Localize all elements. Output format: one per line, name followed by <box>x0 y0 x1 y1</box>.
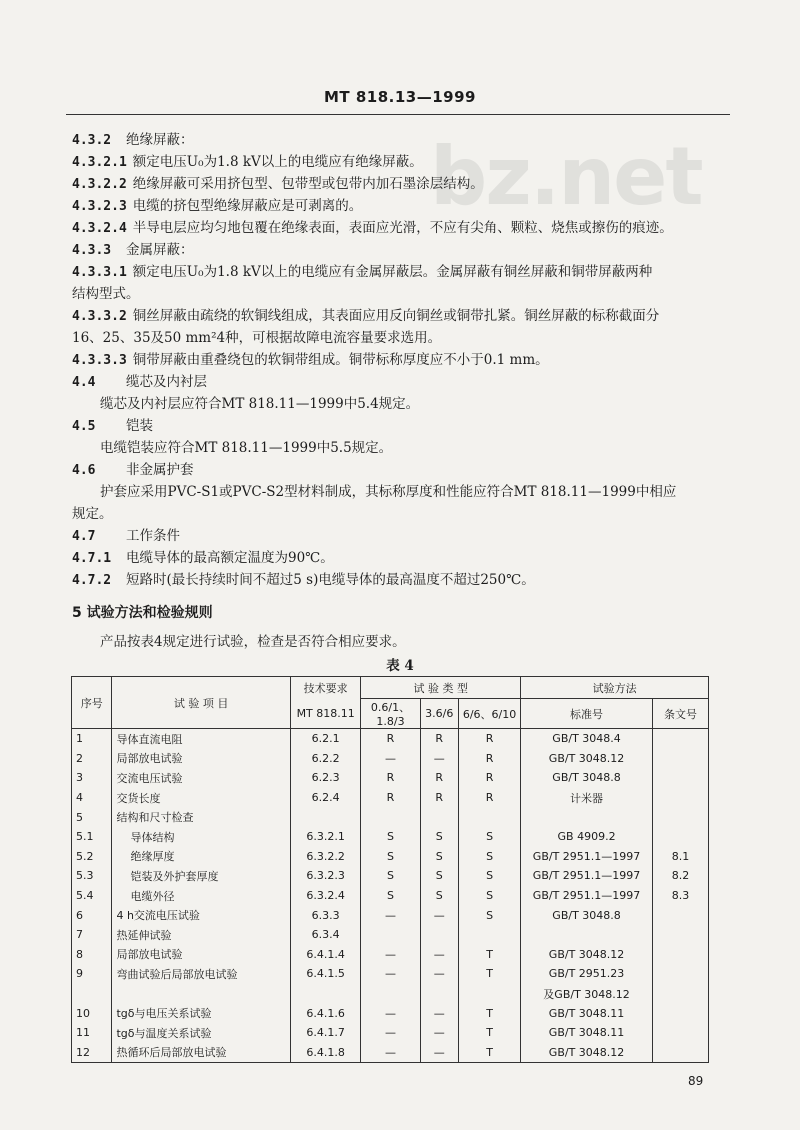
row-type-6-6: T <box>458 1043 520 1063</box>
row-number: 5.4 <box>72 886 112 906</box>
row-standard: GB/T 3048.4 <box>521 729 653 749</box>
clause-number: 4.4 <box>72 375 96 390</box>
row-standard: 及GB/T 3048.12 <box>521 984 653 1004</box>
header-no: 序号 <box>72 677 112 729</box>
clause-text: 绝缘屏蔽： <box>126 132 194 148</box>
row-number: 4 <box>72 788 112 808</box>
row-standard: GB/T 3048.11 <box>521 1023 653 1043</box>
clause-number: 4.3.2 <box>72 133 112 148</box>
row-type-6-6 <box>458 925 520 945</box>
clause-number: 4.7 <box>72 529 96 544</box>
row-type-3-6-6 <box>420 807 458 827</box>
row-type-0-6-1 <box>361 807 420 827</box>
row-type-3-6-6: R <box>420 768 458 788</box>
clause-number: 4.3.3.2 <box>72 309 127 324</box>
clause-4-3-2-1 <box>72 152 732 173</box>
row-item: 弯曲试验后局部放电试验 <box>112 964 290 984</box>
row-clause <box>652 1003 708 1023</box>
row-type-3-6-6: S <box>420 827 458 847</box>
table-row <box>72 984 709 1004</box>
row-clause <box>652 945 708 965</box>
row-standard: GB/T 3048.12 <box>521 749 653 769</box>
clause-text: 缆芯及内衬层 <box>126 374 207 390</box>
clause-4-7-1 <box>72 548 732 569</box>
table-row <box>72 945 709 965</box>
section-5-heading: 5 试验方法和检验规则 <box>72 605 213 621</box>
row-type-0-6-1: — <box>361 1023 420 1043</box>
row-standard: GB/T 3048.11 <box>521 1003 653 1023</box>
clause-text: 电缆导体的最高额定温度为90℃。 <box>126 550 334 566</box>
row-type-3-6-6: — <box>420 1023 458 1043</box>
row-type-0-6-1: — <box>361 1003 420 1023</box>
table-row <box>72 788 709 808</box>
row-type-3-6-6: R <box>420 729 458 749</box>
clause-number: 4.3.3.3 <box>72 353 127 368</box>
row-requirement: 6.4.1.5 <box>290 964 361 984</box>
row-clause <box>652 729 708 749</box>
clause-4-3-3-3 <box>72 350 732 371</box>
row-requirement: 6.3.2.3 <box>290 866 361 886</box>
row-type-6-6 <box>458 984 520 1004</box>
row-item: 4 h交流电压试验 <box>112 905 290 925</box>
row-type-0-6-1: — <box>361 945 420 965</box>
row-type-3-6-6: — <box>420 1003 458 1023</box>
row-type-0-6-1: S <box>361 886 420 906</box>
clause-4-6 <box>72 460 732 481</box>
row-standard: GB/T 3048.8 <box>521 768 653 788</box>
table-row <box>72 1023 709 1043</box>
clause-number: 4.3.2.2 <box>72 177 127 192</box>
table-row <box>72 1003 709 1023</box>
row-number: 7 <box>72 925 112 945</box>
header-clause: 条文号 <box>652 699 708 729</box>
row-type-3-6-6: S <box>420 886 458 906</box>
row-item: 铠装及外护套厚度 <box>112 866 290 886</box>
row-number: 2 <box>72 749 112 769</box>
row-clause: 8.3 <box>652 886 708 906</box>
table-row <box>72 1043 709 1063</box>
row-type-3-6-6: — <box>420 749 458 769</box>
row-type-6-6: T <box>458 1023 520 1043</box>
row-number: 6 <box>72 905 112 925</box>
row-type-3-6-6: S <box>420 866 458 886</box>
page-number: 89 <box>688 1074 704 1088</box>
row-clause: 8.1 <box>652 847 708 867</box>
row-clause: 8.2 <box>652 866 708 886</box>
row-standard: GB/T 3048.8 <box>521 905 653 925</box>
clause-4-3-2-3 <box>72 196 732 217</box>
row-number: 5.2 <box>72 847 112 867</box>
row-item: 交流电压试验 <box>112 768 290 788</box>
row-item: 局部放电试验 <box>112 749 290 769</box>
row-type-3-6-6: S <box>420 847 458 867</box>
row-requirement: 6.2.3 <box>290 768 361 788</box>
row-standard: GB/T 2951.23 <box>521 964 653 984</box>
clause-number: 4.5 <box>72 419 96 434</box>
clause-text: 半导电层应均匀地包覆在绝缘表面，表面应光滑，不应有尖角、颗粒、烧焦或擦伤的痕迹。 <box>132 220 673 236</box>
header-req-sub: MT 818.11 <box>290 699 361 729</box>
row-clause <box>652 827 708 847</box>
row-item: tgδ与电压关系试验 <box>112 1003 290 1023</box>
clause-text: 绝缘屏蔽可采用挤包型、包带型或包带内加石墨涂层结构。 <box>132 176 484 192</box>
clause-number: 4.6 <box>72 463 96 478</box>
row-item: 局部放电试验 <box>112 945 290 965</box>
clause-4-3-3-2-cont: 16、25、35及50 mm²4种，可根据故障电流容量要求选用。 <box>72 330 442 346</box>
clause-4-3-2 <box>72 130 732 151</box>
row-clause <box>652 788 708 808</box>
row-item: 绝缘厚度 <box>112 847 290 867</box>
clause-text: 额定电压U₀为1.8 kV以上的电缆应有绝缘屏蔽。 <box>132 154 423 170</box>
table-row <box>72 768 709 788</box>
table-row <box>72 964 709 984</box>
header-req: 技术要求 <box>290 677 361 699</box>
clause-4-7 <box>72 526 732 547</box>
header-type-sub-1: 0.6/1、1.8/3 <box>361 699 420 729</box>
row-type-0-6-1 <box>361 984 420 1004</box>
row-number: 3 <box>72 768 112 788</box>
row-item: 结构和尺寸检查 <box>112 807 290 827</box>
table-row <box>72 807 709 827</box>
header-rule <box>66 114 730 115</box>
row-requirement <box>290 984 361 1004</box>
row-type-3-6-6 <box>420 925 458 945</box>
clause-text: 铜丝屏蔽由疏绕的软铜线组成，其表面应用反向铜丝或铜带扎紧。铜丝屏蔽的标称截面分 <box>132 308 660 324</box>
row-requirement: 6.4.1.7 <box>290 1023 361 1043</box>
row-type-0-6-1: — <box>361 1043 420 1063</box>
clause-number: 4.3.2.3 <box>72 199 127 214</box>
row-standard: GB/T 2951.1—1997 <box>521 886 653 906</box>
row-clause <box>652 1043 708 1063</box>
header-method: 试验方法 <box>521 677 709 699</box>
row-number: 5.3 <box>72 866 112 886</box>
row-type-6-6: R <box>458 768 520 788</box>
row-type-0-6-1 <box>361 925 420 945</box>
row-clause <box>652 964 708 984</box>
clause-number: 4.7.1 <box>72 551 112 566</box>
row-type-6-6: T <box>458 964 520 984</box>
clause-4-6-body-cont: 规定。 <box>72 506 113 522</box>
row-requirement: 6.4.1.6 <box>290 1003 361 1023</box>
clause-4-3-2-2 <box>72 174 732 195</box>
row-type-6-6: S <box>458 886 520 906</box>
row-type-6-6: R <box>458 729 520 749</box>
row-requirement: 6.3.2.2 <box>290 847 361 867</box>
row-type-6-6: S <box>458 905 520 925</box>
row-type-6-6: S <box>458 866 520 886</box>
clause-4-4-body: 缆芯及内衬层应符合MT 818.11—1999中5.4规定。 <box>100 396 420 412</box>
row-standard <box>521 807 653 827</box>
row-requirement: 6.3.2.4 <box>290 886 361 906</box>
row-type-3-6-6: — <box>420 1043 458 1063</box>
row-type-3-6-6: — <box>420 964 458 984</box>
clause-4-3-3-2 <box>72 306 732 327</box>
clause-text: 铠装 <box>126 418 153 434</box>
row-standard <box>521 925 653 945</box>
row-standard: 计米器 <box>521 788 653 808</box>
clause-4-7-2 <box>72 570 732 591</box>
table-row <box>72 847 709 867</box>
row-standard: GB 4909.2 <box>521 827 653 847</box>
row-type-6-6: R <box>458 749 520 769</box>
clause-number: 4.3.3.1 <box>72 265 127 280</box>
table-caption: 表 4 <box>386 658 414 674</box>
row-clause <box>652 925 708 945</box>
row-number: 5.1 <box>72 827 112 847</box>
row-type-6-6: R <box>458 788 520 808</box>
clause-4-3-3-1-cont: 结构型式。 <box>72 286 140 302</box>
section-5-intro: 产品按表4规定进行试验，检查是否符合相应要求。 <box>100 634 406 650</box>
table-row <box>72 749 709 769</box>
row-type-0-6-1: S <box>361 827 420 847</box>
clause-4-6-body: 护套应采用PVC-S1或PVC-S2型材料制成，其标称厚度和性能应符合MT 818.11—1999中相应 <box>100 484 677 500</box>
row-number <box>72 984 112 1004</box>
table-row <box>72 827 709 847</box>
row-requirement <box>290 807 361 827</box>
table-row <box>72 905 709 925</box>
table-row <box>72 729 709 749</box>
page-header: MT 818.13—1999 <box>323 88 476 106</box>
row-type-6-6: T <box>458 945 520 965</box>
row-item: tgδ与温度关系试验 <box>112 1023 290 1043</box>
row-requirement: 6.4.1.4 <box>290 945 361 965</box>
row-type-6-6: T <box>458 1003 520 1023</box>
clause-number: 4.3.2.1 <box>72 155 127 170</box>
clause-text: 非金属护套 <box>126 462 194 478</box>
table-row <box>72 866 709 886</box>
row-type-0-6-1: R <box>361 788 420 808</box>
row-type-0-6-1: — <box>361 749 420 769</box>
row-standard: GB/T 3048.12 <box>521 945 653 965</box>
row-requirement: 6.3.4 <box>290 925 361 945</box>
clause-4-3-3-1 <box>72 262 732 283</box>
row-number: 12 <box>72 1043 112 1063</box>
row-type-3-6-6: — <box>420 945 458 965</box>
clause-text: 短路时(最长持续时间不超过5 s)电缆导体的最高温度不超过250℃。 <box>126 572 535 588</box>
clause-text: 额定电压U₀为1.8 kV以上的电缆应有金属屏蔽层。金属屏蔽有铜丝屏蔽和铜带屏蔽两种 <box>132 264 653 280</box>
header-type-sub-3: 6/6、6/10 <box>458 699 520 729</box>
test-table <box>71 676 709 1063</box>
row-number: 8 <box>72 945 112 965</box>
row-number: 5 <box>72 807 112 827</box>
clause-text: 金属屏蔽： <box>126 242 194 258</box>
row-type-0-6-1: R <box>361 729 420 749</box>
clause-text: 工作条件 <box>126 528 180 544</box>
row-number: 10 <box>72 1003 112 1023</box>
row-type-3-6-6: — <box>420 905 458 925</box>
clause-number: 4.3.3 <box>72 243 112 258</box>
row-type-0-6-1: — <box>361 964 420 984</box>
clause-4-3-2-4 <box>72 218 732 239</box>
row-type-6-6: S <box>458 847 520 867</box>
row-number: 9 <box>72 964 112 984</box>
row-type-6-6 <box>458 807 520 827</box>
row-item: 导体结构 <box>112 827 290 847</box>
row-standard: GB/T 2951.1—1997 <box>521 866 653 886</box>
table-row <box>72 925 709 945</box>
row-requirement: 6.2.2 <box>290 749 361 769</box>
clause-number: 4.7.2 <box>72 573 112 588</box>
clause-4-3-3 <box>72 240 732 261</box>
row-item: 热循环后局部放电试验 <box>112 1043 290 1063</box>
header-item: 试 验 项 目 <box>112 677 290 729</box>
row-requirement: 6.2.4 <box>290 788 361 808</box>
row-number: 11 <box>72 1023 112 1043</box>
row-requirement: 6.3.3 <box>290 905 361 925</box>
row-type-0-6-1: — <box>361 905 420 925</box>
clause-4-5 <box>72 416 732 437</box>
row-type-0-6-1: R <box>361 768 420 788</box>
header-std: 标准号 <box>521 699 653 729</box>
header-type-sub-2: 3.6/6 <box>420 699 458 729</box>
row-type-3-6-6: R <box>420 788 458 808</box>
row-clause <box>652 905 708 925</box>
row-type-6-6: S <box>458 827 520 847</box>
row-clause <box>652 984 708 1004</box>
row-requirement: 6.3.2.1 <box>290 827 361 847</box>
table-row <box>72 886 709 906</box>
clause-text: 电缆的挤包型绝缘屏蔽应是可剥离的。 <box>132 198 363 214</box>
row-standard: GB/T 2951.1—1997 <box>521 847 653 867</box>
row-item: 热延伸试验 <box>112 925 290 945</box>
row-standard: GB/T 3048.12 <box>521 1043 653 1063</box>
row-clause <box>652 1023 708 1043</box>
header-type: 试 验 类 型 <box>361 677 521 699</box>
row-item: 交货长度 <box>112 788 290 808</box>
clause-4-5-body: 电缆铠装应符合MT 818.11—1999中5.5规定。 <box>100 440 393 456</box>
row-item <box>112 984 290 1004</box>
row-type-0-6-1: S <box>361 866 420 886</box>
row-number: 1 <box>72 729 112 749</box>
row-type-0-6-1: S <box>361 847 420 867</box>
clause-4-4 <box>72 372 732 393</box>
row-clause <box>652 749 708 769</box>
clause-number: 4.3.2.4 <box>72 221 127 236</box>
row-item: 电缆外径 <box>112 886 290 906</box>
row-clause <box>652 768 708 788</box>
row-type-3-6-6 <box>420 984 458 1004</box>
row-item: 导体直流电阻 <box>112 729 290 749</box>
clause-text: 铜带屏蔽由重叠绕包的软铜带组成。铜带标称厚度应不小于0.1 mm。 <box>132 352 549 368</box>
row-requirement: 6.2.1 <box>290 729 361 749</box>
row-clause <box>652 807 708 827</box>
row-requirement: 6.4.1.8 <box>290 1043 361 1063</box>
watermark: bz.net <box>430 130 702 223</box>
